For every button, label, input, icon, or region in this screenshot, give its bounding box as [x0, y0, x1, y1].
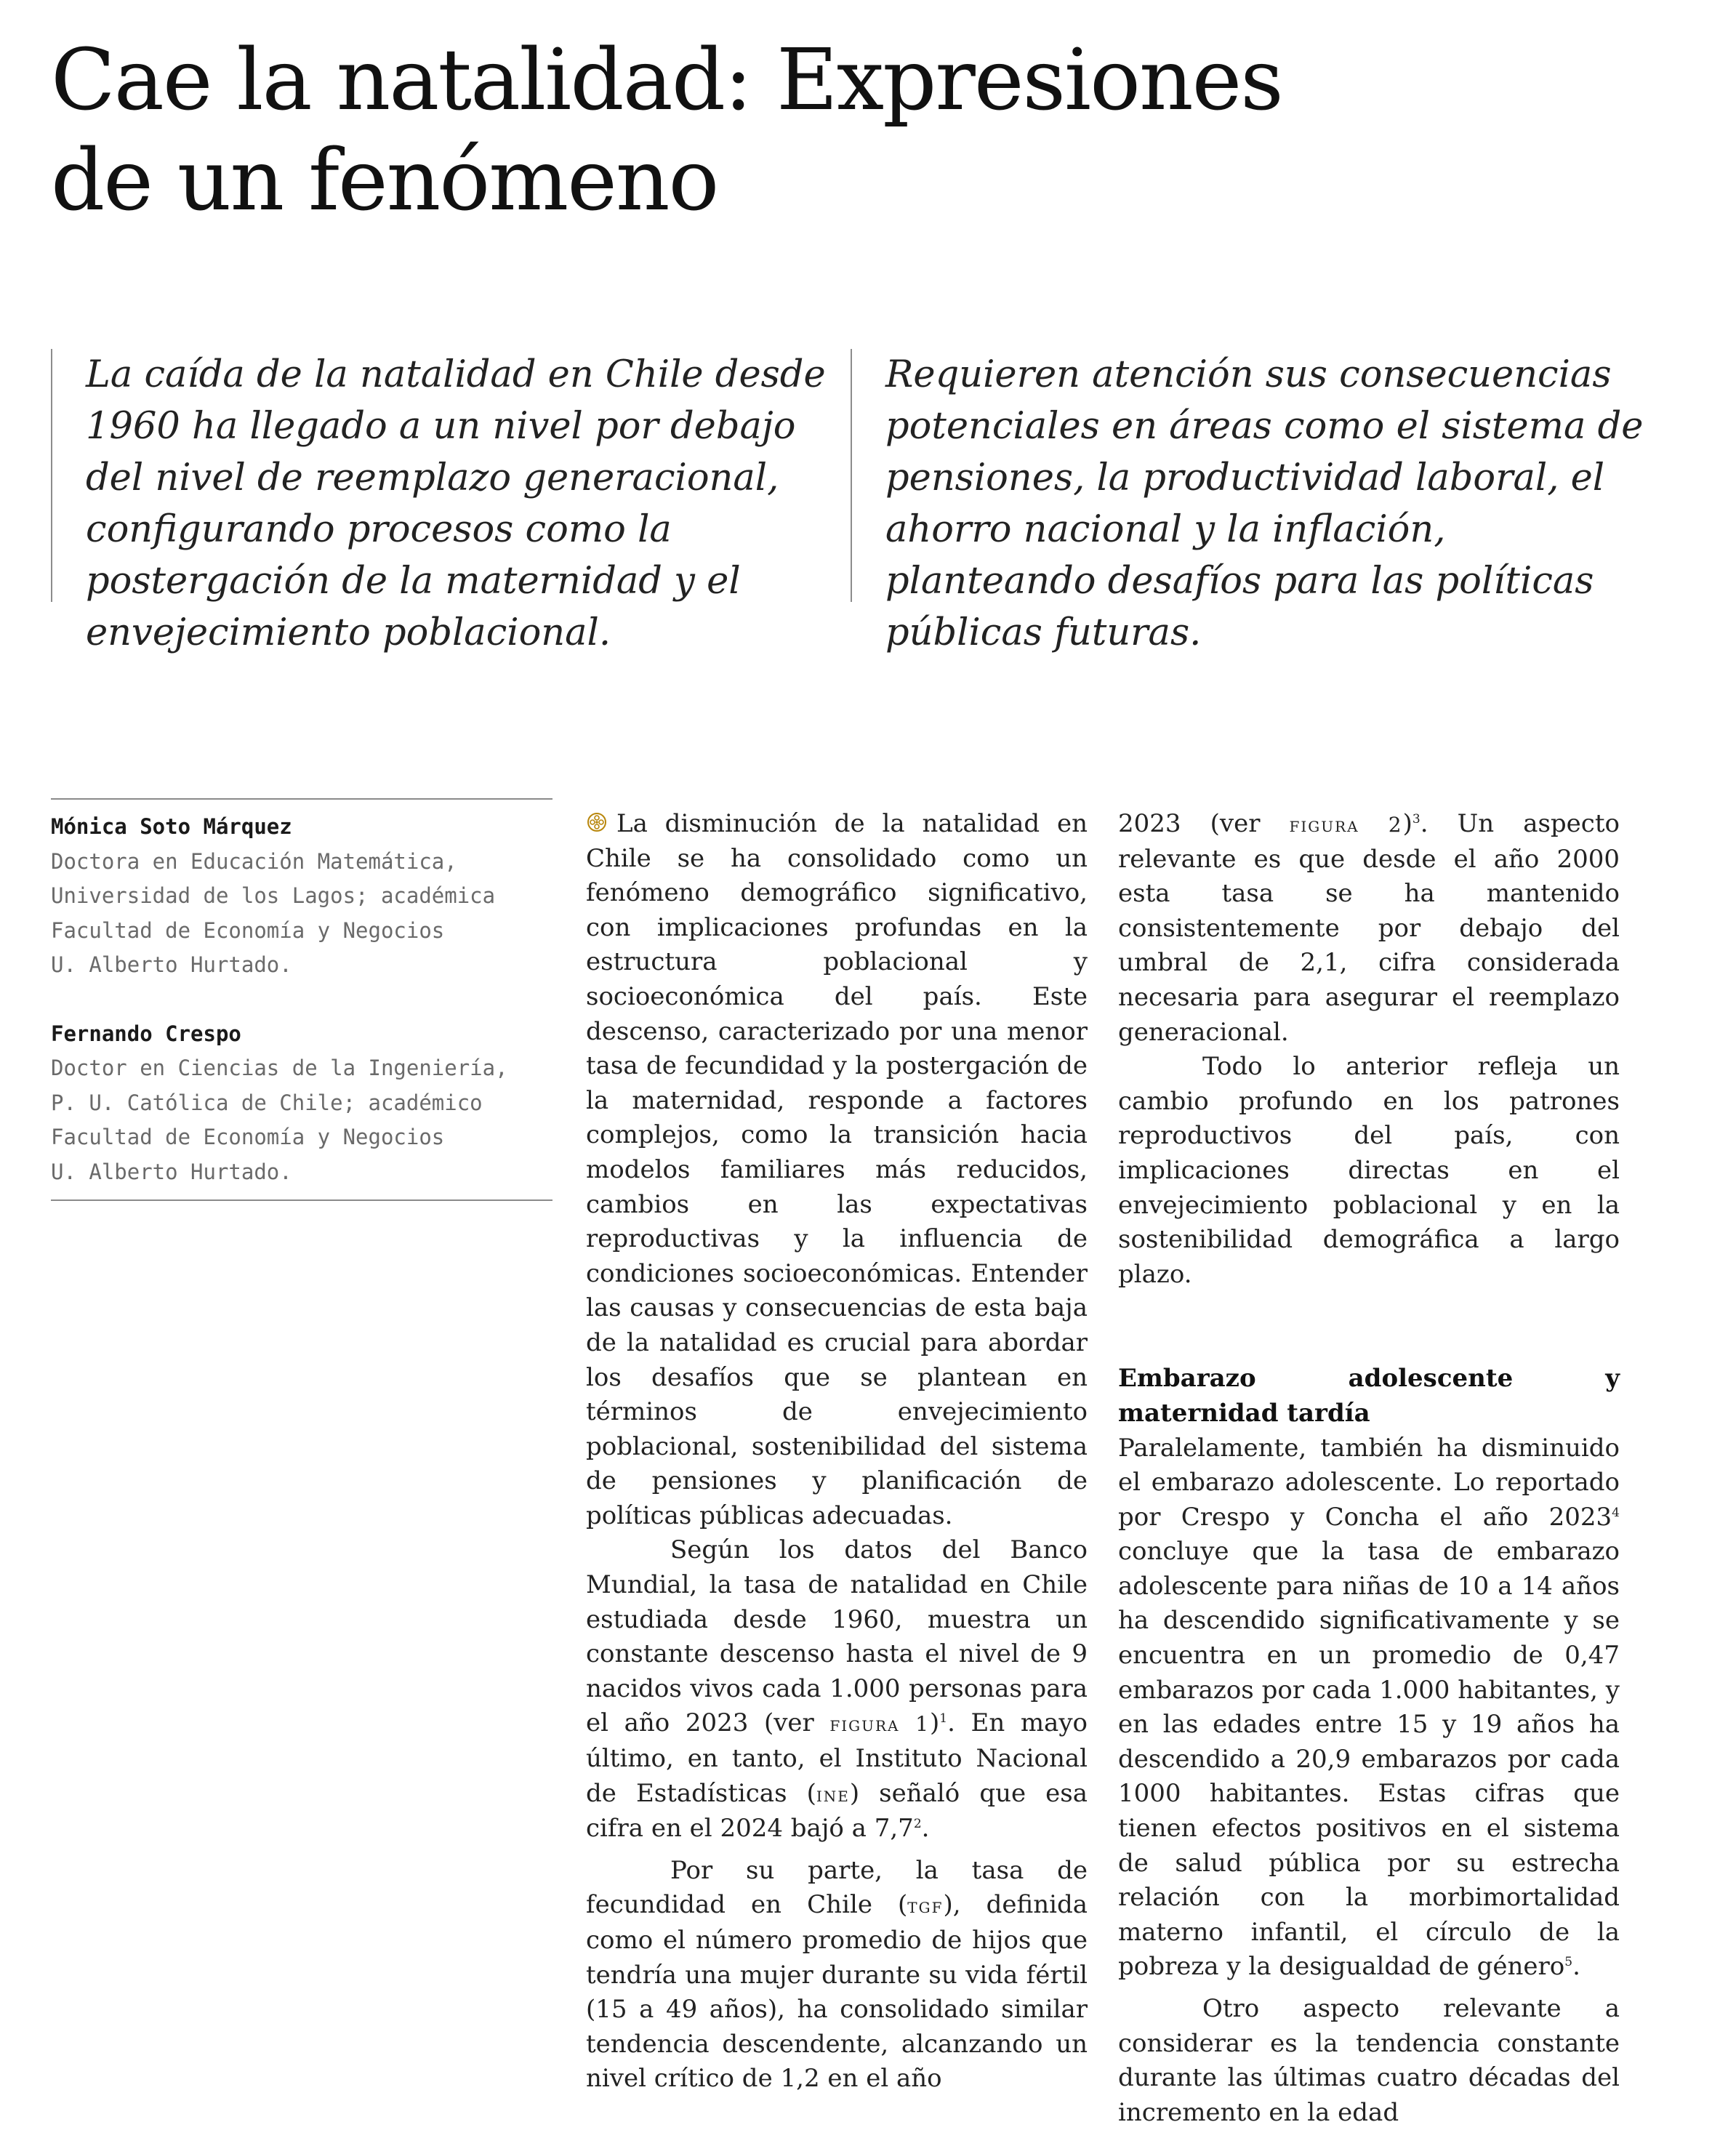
acronym: tgf [907, 1894, 944, 1918]
flower-icon [586, 811, 608, 833]
body-paragraph: Otro aspecto relevante a considerar es la tendencia constante durante las últimas cuatro décadas del incremento en la edad [1118, 1994, 1620, 2127]
author-2 [51, 1017, 552, 1190]
text-run: ) [930, 1708, 940, 1738]
text-run: concluye que la tasa de embarazo adolescente para niñas de 10 a 14 años ha descendido significativamente y se encuentra en un promedio de 0,47 embarazos por cada 1.000 habitantes, y en las edades entre 15 y 19 años ha descendido a 20,9 embarazos por cada 1000 habitantes. Estas cifras que tienen efectos positivos en el sistema de salud pública por su estrecha relación con la morbimortalidad materno infantil, el círculo de la pobreza y la desigualdad de género [1118, 1537, 1620, 1982]
figure-reference: figura 2 [1289, 813, 1403, 837]
figure-reference: figura 1 [829, 1712, 931, 1737]
text-run: . Un aspecto relevante es que desde el año 2000 esta tasa se ha mantenido consistentemente por debajo del umbral de 2,1, cifra considerada necesaria para asegurar el reemplazo generacional. [1118, 809, 1620, 1047]
text-run: . En mayo último, en tanto, el Instituto Nacional de Estadísticas ( [586, 1708, 1088, 1808]
lead-quote-left: La caída de la natalidad en Chile desde 1960 ha llegado a un nivel por debajo del nivel de reemplazo generacional, configurando procesos como la postergación de la maternidad y el envejecimiento poblacional. [51, 349, 856, 602]
lead-quote-right: Requieren atención sus consecuencias potenciales en áreas como el sistema de pensiones, la productividad laboral, el ahorro nacional y la inflación, planteando desafíos para las políticas públicas futuras. [851, 349, 1663, 602]
section-heading: Embarazo adolescente y maternidad tardía [1118, 1364, 1620, 1428]
article-title-line-2: de un fenómeno [51, 132, 718, 230]
body-paragraph [1118, 807, 1620, 1050]
affiliation-line: U. Alberto Hurtado. [51, 952, 292, 977]
body-column-2 [1118, 807, 1620, 2130]
footnote-ref: 2 [913, 1817, 922, 1832]
paragraph-text: La disminución de la natalidad en Chile se ha consolidado como un fenómeno demográfico significativo, con implicaciones profundas en la estructura poblacional y socioeconómica del país. Este descenso, caracterizado por una menor tasa de fecundidad y la postergación de la maternidad, responde a factores complejos, como la transición hacia modelos familiares más reducidos, cambios en las expectativas reproductivas y la influencia de condiciones socioeconómicas. Entender las causas y consecuencias de esta baja de la natalidad es crucial para abordar los desafíos que se plantean en términos de envejecimiento poblacional, sostenibilidad del sistema de pensiones y planificación de políticas públicas adecuadas. [586, 809, 1088, 1530]
body-paragraph [1118, 1431, 1620, 1985]
footnote-ref: 4 [1612, 1505, 1620, 1520]
body-paragraph [586, 1854, 1088, 2097]
author-affiliation [51, 845, 552, 983]
footnote-ref: 5 [1564, 1955, 1573, 1970]
author-name: Mónica Soto Márquez [51, 814, 292, 839]
acronym: ine [816, 1782, 850, 1807]
affiliation-line: Doctor en Ciencias de la Ingeniería, [51, 1056, 508, 1080]
article-title [51, 31, 1287, 231]
text-run: 2023 (ver [1118, 809, 1290, 838]
affiliation-line: U. Alberto Hurtado. [51, 1159, 292, 1184]
text-run: Por su parte, la tasa de fecundidad en Chile ( [586, 1855, 1088, 1920]
affiliation-line: Doctora en Educación Matemática, [51, 848, 457, 874]
body-column-1 [586, 807, 1088, 2097]
text-run: ) [1402, 809, 1412, 838]
text-run: ) señaló que esa cifra en el 2024 bajó a 7,7 [586, 1778, 1088, 1844]
body-paragraph [586, 807, 1088, 1533]
body-paragraph [586, 1533, 1088, 1846]
affiliation-line: Facultad de Economía y Negocios [51, 917, 445, 943]
text-run: . [921, 1814, 930, 1844]
author-name: Fernando Crespo [51, 1021, 241, 1046]
text-run: Paralelamente, también ha disminuido el embarazo adolescente. Lo reportado por Crespo y Concha el año 2023 [1118, 1433, 1620, 1532]
text-run: . [1572, 1952, 1580, 1982]
footnote-ref: 3 [1412, 812, 1420, 827]
text-run: ), definida como el número promedio de hijos que tendría una mujer durante su vida fértil (15 a 49 años), ha consolidado similar tendencia descendente, alcanzando un nivel crítico de 1,2 en el año [586, 1890, 1088, 2094]
affiliation-line: Universidad de los Lagos; académica [51, 883, 496, 908]
body-paragraph: Todo lo anterior refleja un cambio profundo en los patrones reproductivos del país, con implicaciones directas en el envejecimiento poblacional y en la sostenibilidad demográfica a largo plazo. [1118, 1052, 1620, 1289]
article-title-line-1: Cae la natalidad: Expresiones [51, 31, 1282, 129]
affiliation-line: P. U. Católica de Chile; académico [51, 1090, 483, 1115]
author-1 [51, 810, 552, 983]
text-run: Según los datos del Banco Mundial, la tasa de natalidad en Chile estudiada desde 1960, muestra un constante descenso hasta el nivel de 9 nacidos vivos cada 1.000 personas para el año 2023 (ver [586, 1535, 1088, 1738]
author-affiliation [51, 1051, 552, 1189]
affiliation-line: Facultad de Economía y Negocios [51, 1125, 445, 1149]
footnote-ref: 1 [939, 1711, 948, 1727]
authors-box [51, 798, 552, 1201]
